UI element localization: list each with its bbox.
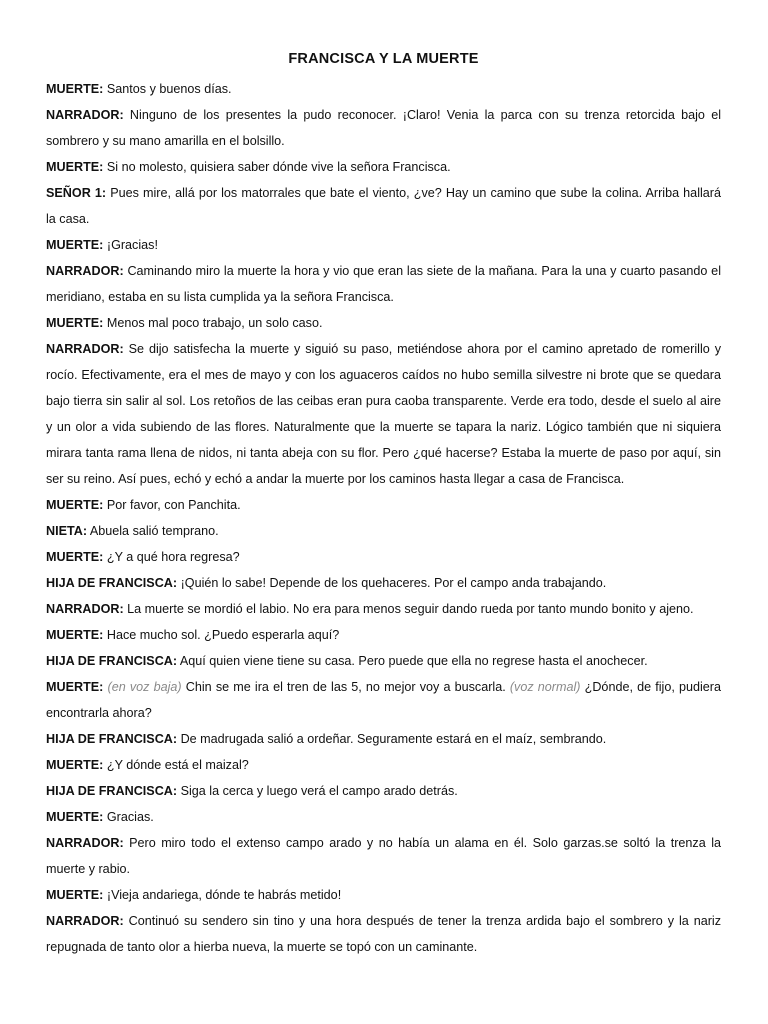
dialogue-line [46, 310, 721, 336]
dialogue-text: ¿Y a qué hora regresa? [103, 550, 240, 564]
stage-direction: (en voz baja) [107, 680, 182, 694]
dialogue-line [46, 570, 721, 596]
speaker-label: MUERTE: [46, 810, 104, 824]
dialogue-line [46, 830, 721, 882]
speaker-label: NARRADOR: [46, 914, 124, 928]
speaker-label: HIJA DE FRANCISCA: [46, 576, 178, 590]
dialogue-text: Siga la cerca y luego verá el campo arado detrás. [177, 784, 458, 798]
dialogue-text: Aquí quien viene tiene su casa. Pero puede que ella no regrese hasta el anochecer. [177, 654, 648, 668]
dialogue-line [46, 596, 721, 622]
document-title: FRANCISCA Y LA MUERTE [288, 51, 479, 67]
dialogue-text: Ninguno de los presentes la pudo reconocer. ¡Claro! Venia la parca con su trenza retorcida bajo el sombrero y su mano amarilla en el bolsillo. [46, 108, 721, 148]
speaker-label: MUERTE: [46, 238, 104, 252]
speaker-label: NIETA: [46, 524, 88, 538]
speaker-label: HIJA DE FRANCISCA: [46, 784, 178, 798]
dialogue-line [46, 492, 721, 518]
dialogue-text: ¡Vieja andariega, dónde te habrás metido! [103, 888, 342, 902]
dialogue-line [46, 518, 721, 544]
dialogue-text: Por favor, con Panchita. [103, 498, 241, 512]
dialogue-line [46, 778, 721, 804]
speaker-label: NARRADOR: [46, 264, 124, 278]
dialogue-text: Chin se me ira el tren de las 5, no mejor voy a buscarla. [181, 680, 510, 694]
speaker-label: MUERTE: [46, 498, 104, 512]
dialogue-line [46, 102, 721, 154]
dialogue-text: ¡Quién lo sabe! Depende de los quehaceres. Por el campo anda trabajando. [177, 576, 607, 590]
dialogue-text: Abuela salió temprano. [87, 524, 219, 538]
speaker-label: MUERTE: [46, 758, 104, 772]
speaker-label: NARRADOR: [46, 342, 124, 356]
dialogue-text: La muerte se mordió el labio. No era para menos seguir dando rueda por tanto mundo bonito y ajeno. [123, 602, 694, 616]
speaker-label: NARRADOR: [46, 602, 124, 616]
dialogue-text: Continuó su sendero sin tino y una hora después de tener la trenza ardida bajo el sombrero y la nariz repugnada de tanto olor a hierba nueva, la muerte se topó con un caminante. [46, 914, 721, 954]
dialogue-line [46, 648, 721, 674]
dialogue-text: Santos y buenos días. [103, 82, 232, 96]
dialogue-text: Gracias. [103, 810, 154, 824]
dialogue-text: Se dijo satisfecha la muerte y siguió su paso, metiéndose ahora por el camino apretado de romerillo y rocío. Efectivamente, era el mes de mayo y con los aguaceros caídos no hubo semilla silvestre ni brote que se quedara bajo tierra sin salir al sol. Los retoños de las ceibas eran pura caoba transparente. Verde era todo, desde el suelo al aire y un olor a vida subiendo de las flores. Naturalmente que la muerte se tapara la nariz. Lógico también que ni siquiera mirara tanta rama llena de nidos, ni tanta abeja con su flor. Pero ¿qué hacerse? Estaba la muerte de paso por aquí, sin ser su reino. Así pues, echó y echó a andar la muerte por los caminos hasta llegar a casa de Francisca. [46, 342, 721, 486]
speaker-label: NARRADOR: [46, 836, 124, 850]
speaker-label: NARRADOR: [46, 108, 124, 122]
speaker-label: MUERTE: [46, 160, 104, 174]
dialogue-line [46, 76, 721, 102]
dialogue-line [46, 544, 721, 570]
dialogue-line [46, 180, 721, 232]
dialogue-text: Hace mucho sol. ¿Puedo esperarla aquí? [103, 628, 340, 642]
speaker-label: MUERTE: [46, 628, 104, 642]
speaker-label: HIJA DE FRANCISCA: [46, 732, 178, 746]
dialogue-line [46, 258, 721, 310]
speaker-label: MUERTE: [46, 82, 104, 96]
stage-direction: (voz normal) [509, 680, 581, 694]
speaker-label: MUERTE: [46, 680, 104, 694]
dialogue-line [46, 622, 721, 648]
dialogue-line [46, 882, 721, 908]
dialogue-text: De madrugada salió a ordeñar. Seguramente estará en el maíz, sembrando. [177, 732, 607, 746]
dialogue-line [46, 336, 721, 492]
dialogue-line [46, 908, 721, 960]
dialogue-text: ¿Dónde, de fijo, pudiera encontrarla ahora? [46, 680, 722, 720]
dialogue-line [46, 752, 721, 778]
dialogue-text: Menos mal poco trabajo, un solo caso. [103, 316, 323, 330]
dialogue-line [46, 674, 721, 726]
speaker-label: MUERTE: [46, 316, 104, 330]
dialogue-line [46, 726, 721, 752]
dialogue-text: ¡Gracias! [103, 238, 158, 252]
dialogue-text: Si no molesto, quisiera saber dónde vive la señora Francisca. [103, 160, 451, 174]
speaker-label: MUERTE: [46, 888, 104, 902]
dialogue-text: Caminando miro la muerte la hora y vio que eran las siete de la mañana. Para la una y cuarto pasando el meridiano, estaba en su lista cumplida ya la señora Francisca. [46, 264, 721, 304]
dialogue-text: ¿Y dónde está el maizal? [103, 758, 249, 772]
speaker-label: SEÑOR 1: [46, 186, 107, 200]
dialogue-text: Pues mire, allá por los matorrales que bate el viento, ¿ve? Hay un camino que sube la colina. Arriba hallará la casa. [46, 186, 721, 226]
dialogue-line [46, 154, 721, 180]
script-body [46, 76, 721, 960]
dialogue-text: Pero miro todo el extenso campo arado y no había un alama en él. Solo garzas.se soltó la trenza la muerte y rabio. [46, 836, 721, 876]
dialogue-line [46, 804, 721, 830]
dialogue-line [46, 232, 721, 258]
speaker-label: HIJA DE FRANCISCA: [46, 654, 178, 668]
speaker-label: MUERTE: [46, 550, 104, 564]
